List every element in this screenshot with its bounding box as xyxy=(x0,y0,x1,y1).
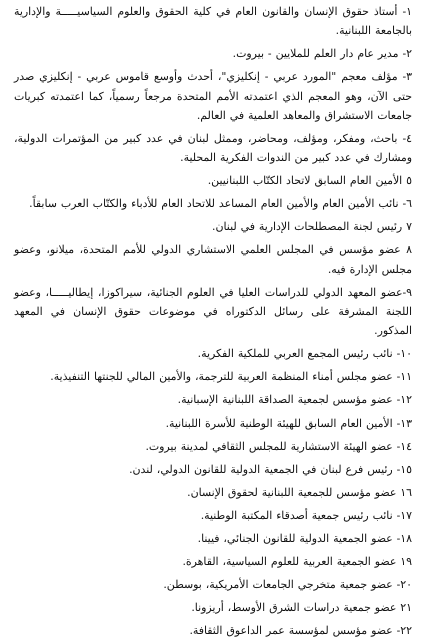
list-item-11: ١١- عضو مجلس أمناء المنظمة العربية للترجمة، والأمين المالي للجنتها التنفيذية. xyxy=(50,370,412,384)
list-item-16: ١٦ عضو مؤسس للجمعية اللبنانية لحقوق الإنسان. xyxy=(187,485,412,499)
list-item-10: ١٠- نائب رئيس المجمع العربي للملكية الفكرية. xyxy=(197,347,412,361)
list-item-3: ٣- مؤلف معجم "المورد عربي - إنكليزي"، أحدث وأوسع قاموس عربي - إنكليزي صدر حتى الآن، وهو المعجم الذي اعتمدته الأمم المتحدة مرجعاً رسمياً، كما اعتمدته كبريات جامعات الاستشراق والمعاهد العلمية في العالم. xyxy=(14,70,412,122)
list-item-4: ٤- باحث، ومفكر، ومؤلف، ومحاضر، وممثل لبنان في عدد كبير من المؤتمرات الدولية، ومشارك في عدد كبير من الندوات الفكرية المحلية. xyxy=(14,131,412,165)
list-item-17: ١٧- نائب رئيس جمعية أصدقاء المكتبة الوطنية. xyxy=(200,508,412,522)
list-item-14: ١٤- عضو الهيئة الاستشارية للمجلس الثقافي لمدينة بيروت. xyxy=(145,439,412,453)
list-item-6: ٦- نائب الأمين العام والأمين العام المساعد للاتحاد العام للأدباء والكتّاب العرب سابقاً. xyxy=(29,197,412,211)
list-item-13: ١٣- الأمين العام السابق للهيئة الوطنية للأسرة اللبنانية. xyxy=(165,416,412,430)
list-item-19: ١٩ عضو الجمعية العربية للعلوم السياسية، القاهرة. xyxy=(182,555,412,569)
list-item-21: ٢١ عضو جمعية دراسات الشرق الأوسط، أريزونا. xyxy=(191,601,412,615)
list-item-9: ٩-عضو المعهد الدولي للدراسات العليا في العلوم الجنائية، سيراكوزا، إيطاليـــــا، وعضو اللجنة المشرفة على رسائل الدكتوراه في موضوعات حقوق الإنسان في المعهد المذكور. xyxy=(14,285,412,338)
list-item-8: ٨ عضو مؤسس في المجلس العلمي الاستشاري الدولي للأمم المتحدة، ميلانو، وعضو مجلس الإدارة فيه. xyxy=(14,243,412,276)
list-item-22: ٢٢- عضو مؤسس لمؤسسة عمر الداعوق الثقافة. xyxy=(189,624,412,638)
list-item-7: ٧ رئيس لجنة المصطلحات الإدارية في لبنان. xyxy=(212,220,412,234)
list-item-12: ١٢- عضو مؤسس لجمعية الصداقة اللبنانية الإسبانية. xyxy=(177,393,412,407)
list-item-20: ٢٠- عضو جمعية متخرجي الجامعات الأمريكية، بوسطن. xyxy=(163,578,412,592)
list-item-1: ١- أستاذ حقوق الإنسان والقانون العام في كلية الحقوق والعلوم السياسيـــــة والإدارية بالجامعة اللبنانية. xyxy=(14,5,412,38)
list-item-18: ١٨- عضو الجمعية الدولية للقانون الجنائي، فيينا. xyxy=(197,532,412,546)
list-item-2: ٢- مدير عام دار العلم للملايين - بيروت. xyxy=(232,47,412,61)
list-item-5: ٥ الأمين العام السابق لاتحاد الكتّاب اللبنانيين. xyxy=(207,174,412,188)
list-item-15: ١٥- رئيس فرع لبنان في الجمعية الدولية للقانون الدولي، لندن. xyxy=(129,462,412,476)
